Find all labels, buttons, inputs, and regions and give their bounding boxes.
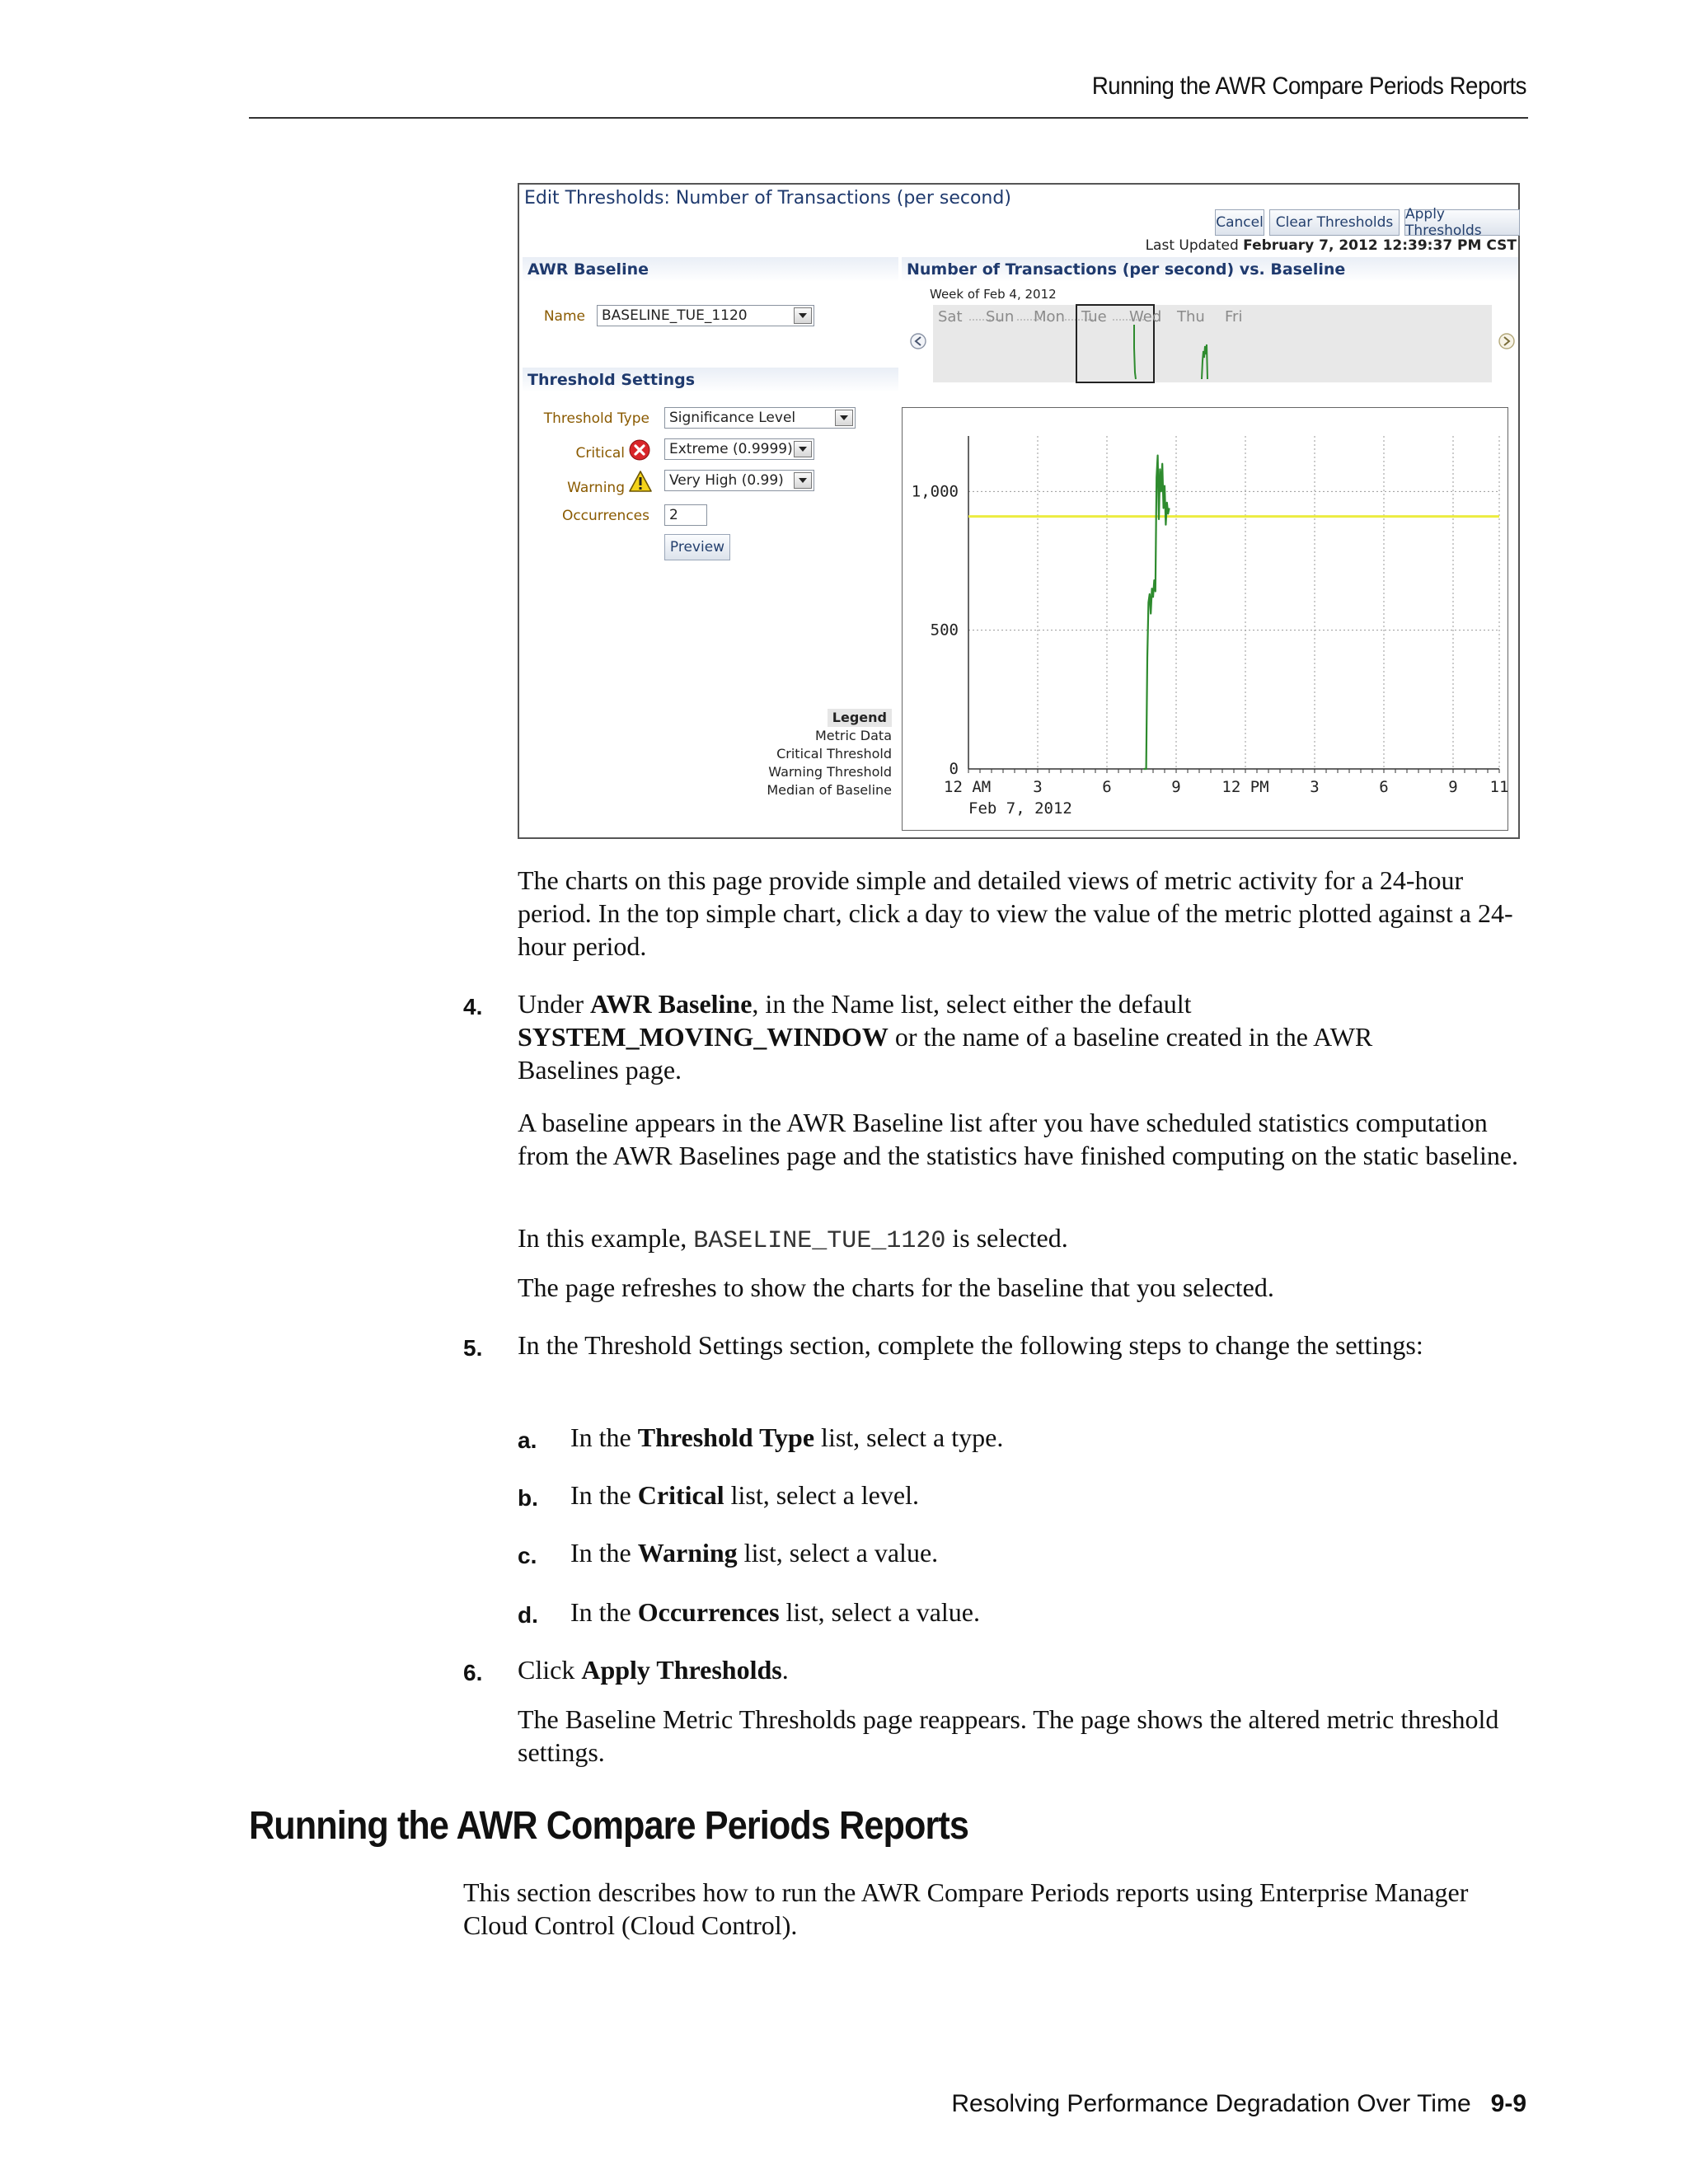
substep-b-text — [570, 1479, 919, 1511]
step-4-b2: SYSTEM_MOVING_WINDOW — [518, 1022, 889, 1052]
x-sublabel: Feb 7, 2012 — [968, 799, 1072, 818]
chevron-down-icon — [794, 472, 812, 489]
apply-thresholds-button[interactable]: Apply Thresholds — [1404, 209, 1520, 236]
last-updated-label: Last Updated — [1145, 237, 1239, 254]
occurrences-label: Occurrences — [561, 508, 649, 524]
substep-c-post: list, select a value. — [737, 1538, 939, 1568]
baseline-name-label: Name — [543, 308, 585, 325]
step-4-t4: Baselines page. — [518, 1055, 682, 1085]
legend-title: Legend — [828, 709, 892, 727]
legend-item-median-baseline: Median of Baseline — [767, 782, 892, 798]
header-rule — [249, 117, 1528, 119]
running-header: Running the AWR Compare Periods Reports — [1091, 73, 1526, 100]
prev-arrow-icon — [911, 334, 926, 349]
step-4-text — [518, 987, 1528, 1086]
step-5-text: In the Threshold Settings section, complete the following steps to change the settings: — [518, 1330, 1423, 1360]
step-6-bold: Apply Thresholds — [581, 1655, 782, 1685]
step-4-t1: Under — [518, 989, 590, 1019]
substep-a-text — [570, 1421, 1003, 1454]
baseline-name-value: BASELINE_TUE_1120 — [602, 307, 748, 324]
screenshot-title: Edit Thresholds: Number of Transactions (per second) — [524, 188, 1011, 209]
week-day-label-sun[interactable]: Sun — [986, 308, 1015, 326]
step-6-post: . — [781, 1655, 789, 1685]
substep-c-number: c. — [518, 1543, 537, 1568]
threshold-type-select[interactable] — [664, 407, 856, 429]
occurrences-value: 2 — [669, 507, 678, 523]
substep-a-post: list, select a type. — [814, 1422, 1004, 1452]
baseline-name-select[interactable] — [597, 305, 814, 326]
x-tick-label: 3 — [1033, 778, 1043, 796]
x-tick-label: 6 — [1379, 778, 1389, 796]
week-day-label-wed[interactable]: Wed — [1129, 308, 1162, 326]
warning-triangle-icon — [628, 470, 653, 493]
week-day-label-sat[interactable]: Sat — [938, 308, 963, 326]
example-code: BASELINE_TUE_1120 — [693, 1227, 946, 1255]
step-4-b1: AWR Baseline — [589, 989, 753, 1019]
week-day-label-mon[interactable]: Mon — [1034, 308, 1065, 326]
substep-a-bold: Threshold Type — [637, 1422, 815, 1452]
metric-chart — [902, 407, 1508, 831]
week-chart — [907, 303, 1518, 386]
step-4-t2: , in the Name list, select either the default — [752, 989, 1192, 1019]
step-5-number: 5. — [463, 1335, 483, 1361]
step-6-pre: Click — [518, 1655, 582, 1685]
week-chart-subtitle: Week of Feb 4, 2012 — [930, 287, 1057, 302]
threshold-settings-heading: Threshold Settings — [523, 368, 898, 392]
substep-c-pre: In the — [570, 1538, 638, 1568]
x-tick-label: 12 AM — [944, 778, 992, 796]
paragraph-example — [518, 1221, 1528, 1258]
substep-a-pre: In the — [570, 1422, 638, 1452]
legend-item-warning-threshold: Warning Threshold — [768, 764, 892, 780]
substep-b-bold: Critical — [637, 1480, 724, 1510]
step-4-number: 4. — [463, 994, 483, 1019]
y-tick-label: 0 — [949, 760, 959, 778]
threshold-type-value: Significance Level — [669, 410, 796, 426]
legend-item-metric-data: Metric Data — [814, 728, 892, 743]
edit-thresholds-screenshot — [518, 183, 1520, 839]
next-arrow-icon — [1499, 334, 1514, 349]
warning-select[interactable] — [664, 470, 814, 491]
substep-c-bold: Warning — [637, 1538, 738, 1568]
metric-chart-svg — [903, 408, 1507, 830]
substep-a-number: a. — [518, 1427, 537, 1453]
paragraph-page-refreshes: The page refreshes to show the charts for the baseline that you selected. — [518, 1272, 1274, 1302]
critical-value: Extreme (0.9999) — [669, 441, 793, 457]
paragraph-section-intro: This section describes how to run the AWR Compare Periods reports using Enterprise Manager Cloud Control (Cloud Control). — [463, 1877, 1469, 1940]
step-6-number: 6. — [463, 1660, 483, 1685]
awr-baseline-heading: AWR Baseline — [523, 257, 898, 282]
week-day-label-fri[interactable]: Fri — [1225, 308, 1243, 326]
week-day-label-tue[interactable]: Tue — [1081, 308, 1107, 326]
last-updated — [1146, 237, 1517, 254]
chevron-down-icon — [794, 307, 812, 324]
substep-c-text — [570, 1536, 938, 1569]
warning-value: Very High (0.99) — [669, 472, 784, 489]
example-pre: In this example, — [518, 1223, 694, 1253]
x-tick-label: 11 — [1489, 778, 1507, 796]
legend — [767, 709, 892, 799]
page-footer — [951, 2090, 1526, 2118]
substep-b-post: list, select a level. — [724, 1480, 919, 1510]
metric-series-line — [1144, 456, 1170, 769]
chevron-down-icon — [794, 441, 812, 457]
warning-label: Warning — [567, 480, 625, 496]
substep-d-number: d. — [518, 1602, 538, 1628]
footer-text: Resolving Performance Degradation Over Time — [951, 2090, 1471, 2117]
section-title: Running the AWR Compare Periods Reports — [249, 1804, 968, 1848]
week-day-label-thu[interactable]: Thu — [1177, 308, 1205, 326]
substep-b-pre: In the — [570, 1480, 638, 1510]
critical-select[interactable] — [664, 438, 814, 460]
substep-d-bold: Occurrences — [637, 1597, 780, 1627]
page-number: 9-9 — [1490, 2090, 1526, 2117]
preview-button[interactable]: Preview — [664, 534, 730, 560]
substep-d-post: list, select a value. — [779, 1597, 980, 1627]
week-chart-title: Number of Transactions (per second) vs. Baseline — [902, 257, 1518, 282]
clear-thresholds-button[interactable]: Clear Thresholds — [1269, 209, 1400, 236]
occurrences-input[interactable] — [664, 504, 707, 526]
chevron-down-icon — [835, 410, 853, 426]
x-tick-label: 6 — [1102, 778, 1112, 796]
substep-d-text — [570, 1596, 980, 1629]
error-x-icon — [628, 438, 651, 462]
x-tick-label: 9 — [1171, 778, 1181, 796]
substep-b-number: b. — [518, 1485, 538, 1511]
last-updated-value: February 7, 2012 12:39:37 PM CST — [1243, 237, 1517, 254]
x-tick-label: 3 — [1310, 778, 1320, 796]
y-tick-label: 500 — [930, 621, 959, 640]
threshold-type-label: Threshold Type — [543, 410, 649, 427]
week-chart-area — [933, 305, 1492, 382]
x-tick-label: 12 PM — [1221, 778, 1269, 796]
paragraph-baseline-appears: A baseline appears in the AWR Baseline list after you have scheduled statistics computation from the AWR Baselines page and the statistics have finished computing on the static baseline. — [518, 1108, 1519, 1170]
cancel-button[interactable]: Cancel — [1215, 209, 1264, 236]
paragraph-page-reappears: The Baseline Metric Thresholds page reappears. The page shows the altered metric threshold settings. — [518, 1704, 1499, 1767]
step-4-t3: or the name of a baseline created in the AWR — [888, 1022, 1373, 1052]
step-6-text — [518, 1653, 789, 1686]
substep-d-pre: In the — [570, 1597, 638, 1627]
paragraph-charts-description: The charts on this page provide simple and detailed views of metric activity for a 24-hour period. In the top simple chart, click a day to view the value of the metric plotted against a 24-hour period. — [518, 865, 1513, 961]
y-tick-label: 1,000 — [911, 482, 959, 501]
x-tick-label: 9 — [1448, 778, 1458, 796]
example-post: is selected. — [945, 1223, 1068, 1253]
critical-label: Critical — [575, 445, 625, 462]
legend-item-critical-threshold: Critical Threshold — [776, 746, 892, 762]
